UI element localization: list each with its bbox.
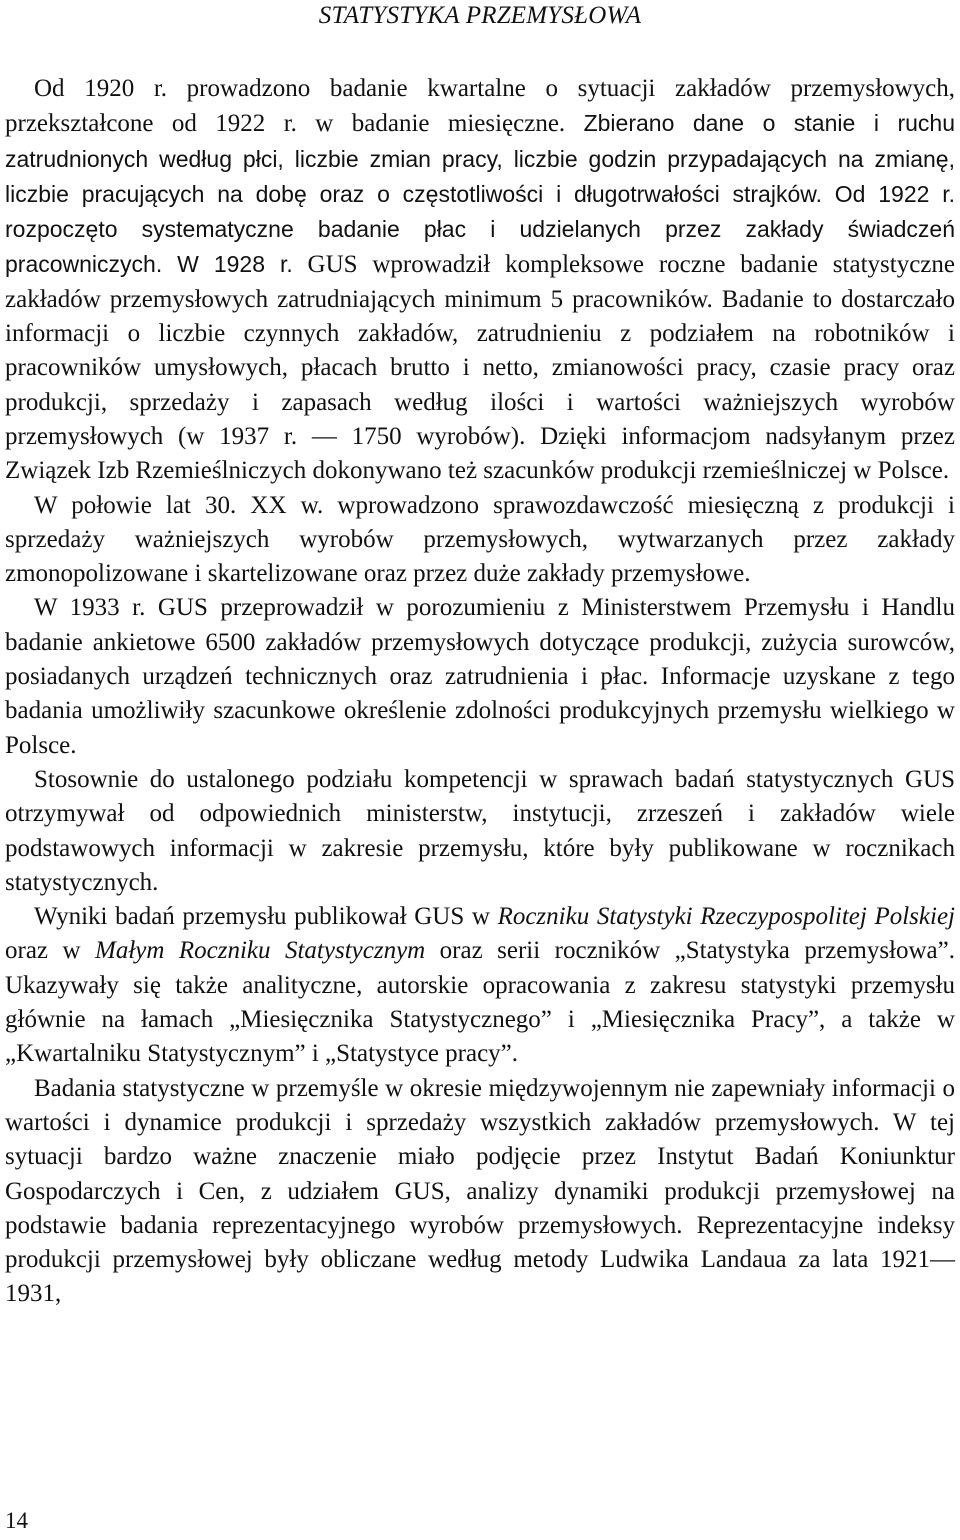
paragraph-5-title-maly-rocznik: Małym Roczniku Statystycznym (95, 937, 426, 965)
document-body (5, 72, 955, 1312)
paragraph-5-part-e: oraz serii roczników „Statystyka przemysłowa”. Ukazywały się także analityczne, autorskie opracowania z zakresu statystyki przemysłu głównie na łamach „Miesięcznika Statystycznego” i „Miesięcznika Pracy”, a także w „Kwartalniku Statystycznym” i „Statystyce pracy”. (5, 937, 955, 1068)
paragraph-5-part-a: Wyniki badań przemysłu publikował GUS w (34, 903, 498, 931)
paragraph-5-title-rocznik: Roczniku Statystyki Rzeczypospolitej Polskiej (497, 903, 955, 931)
paragraph-5-part-c: oraz w (5, 937, 95, 965)
page-number: 14 (5, 1508, 28, 1533)
paragraph-1 (5, 72, 955, 489)
page-header: STATYSTYKA PRZEMYSŁOWA (318, 2, 642, 29)
paragraph-1-part-d: Badanie to dostarczało informacji o liczbie czynnych zakładów, zatrudnieniu z podziałem na robotników i pracowników umysłowych, płacach brutto i netto, zmianowości pracy, czasie pracy oraz produkcji, sprzedaży i zapasach według ilości i wartości ważniejszych wyrobów przemysłowych (w 1937 r. — 1750 wyrobów). Dzięki informacjom nadsyłanym przez Związek Izb Rzemieślniczych dokonywano też szacunków produkcji rzemieślniczej w Polsce. (5, 285, 956, 485)
paragraph-1-part-c: GUS wprowadził kompleksowe roczne badanie statystyczne zakładów przemysłowych zatrudniających minimum 5 pracowników. (5, 251, 955, 313)
paragraph-3: W 1933 r. GUS przeprowadził w porozumieniu z Ministerstwem Przemysłu i Handlu badanie ankietowe 6500 zakładów przemysłowych dotyczące produkcji, zużycia surowców, posiadanych urządzeń technicznych oraz zatrudnienia i płac. Informacje uzyskane z tego badania umożliwiły szacunkowe określenie zdolności produkcyjnych przemysłu wielkiego w Polsce. (5, 594, 955, 759)
paragraph-1-part-b: Zbierano dane o stanie i ruchu zatrudnionych według płci, liczbie zmian pracy, liczbie godzin przypadających na zmianę, liczbie pracujących na dobę oraz o częstotliwości i długotrwałości strajków. Od 1922 r. rozpoczęto systematyczne badanie płac i udzielanych przez zakłady świadczeń pracowniczych. W 1928 r. (5, 110, 956, 278)
paragraph-6: Badania statystyczne w przemyśle w okresie międzywojennym nie zapewniały informacji o wartości i dynamice produkcji i sprzedaży wszystkich zakładów przemysłowych. W tej sytuacji bardzo ważne znaczenie miało podjęcie przez Instytut Badań Koniunktur Gospodarczych i Cen, z udziałem GUS, analizy dynamiki produkcji przemysłowej na podstawie badania reprezentacyjnego wyrobów przemysłowych. Reprezentacyjne indeksy produkcji przemysłowej były obliczane według metody Ludwika Landaua za lata 1921—1931, (5, 1074, 955, 1308)
paragraph-2: W połowie lat 30. XX w. wprowadzono sprawozdawczość miesięczną z produkcji i sprzedaży ważniejszych wyrobów przemysłowych, wytwarzanych przez zakłady zmonopolizowane i skartelizowane oraz przez duże zakłady przemysłowe. (5, 491, 955, 588)
paragraph-4: Stosownie do ustalonego podziału kompetencji w sprawach badań statystycznych GUS otrzymywał od odpowiednich ministerstw, instytucji, zrzeszeń i zakładów wiele podstawowych informacji w zakresie przemysłu, które były publikowane w rocznikach statystycznych. (5, 765, 955, 896)
paragraph-5 (5, 900, 955, 1071)
paragraph-1-part-a: Od 1920 r. prowadzono badanie kwartalne o sytuacji zakładów przemysłowych, przekształcone od 1922 r. w badanie miesięczne. (5, 75, 955, 138)
